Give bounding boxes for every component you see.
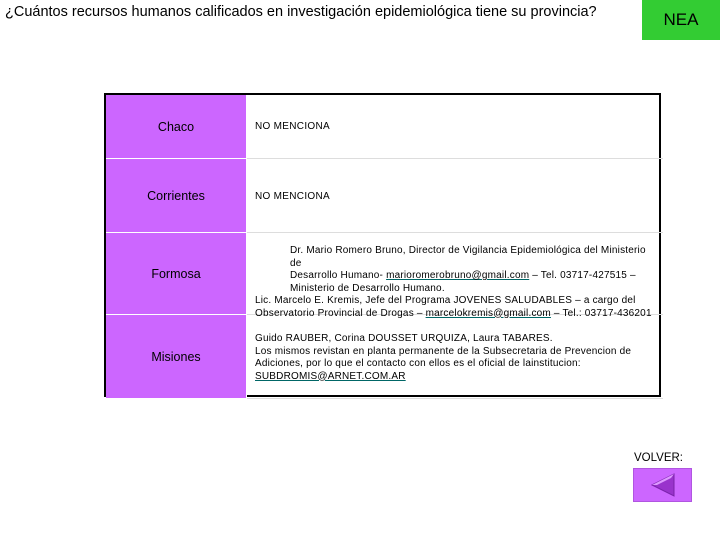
info-cell-formosa xyxy=(247,233,663,319)
email-link[interactable]: marioromerobruno@gmail.com xyxy=(386,270,530,281)
table-row xyxy=(106,315,663,399)
back-button[interactable] xyxy=(633,468,692,502)
table-row xyxy=(106,95,663,159)
province-table xyxy=(104,93,661,397)
info-cell-misiones xyxy=(247,315,663,399)
info-cell-chaco xyxy=(247,95,663,159)
email-link[interactable]: SUBDROMIS@ARNET.COM.AR xyxy=(255,370,406,382)
table-row xyxy=(106,159,663,233)
province-cell-corrientes: Corrientes xyxy=(106,159,247,233)
misiones-contact-text: Guido RAUBER, Corina DOUSSET URQUIZA, Laura TABARES. Los mismos revistan en planta permanente de la Subsecretaria de Prevencion de Adiciones, por lo que el contacto con ellos es el oficial de lainstitucion: SUBDROMIS@ARNET.COM.AR xyxy=(255,333,632,382)
page-title: ¿Cuántos recursos humanos calificados en investigación epidemiológica tiene su provincia? xyxy=(5,4,597,20)
table-row xyxy=(106,233,663,319)
province-cell-chaco: Chaco xyxy=(106,95,247,159)
email-link[interactable]: marcelokremis@gmail.com xyxy=(425,307,551,319)
province-cell-formosa: Formosa xyxy=(106,233,247,315)
formosa-contact-text: Dr. Mario Romero Bruno, Director de Vigilancia Epidemiológica del Ministerio de Desarrollo Humano- marioromerobruno@gmail.com – Tel. 03717-427515 – Ministerio de Desarrollo Humano. Lic. Marcelo E. Kremis, Jefe del Programa JOVENES SALUDABLES – a cargo del Observatorio Provincial de Drogas – marcelokremis@gmail.com – Tel.: 03717-436201 xyxy=(255,245,652,319)
info-cell-corrientes xyxy=(247,159,663,233)
province-cell-misiones: Misiones xyxy=(106,315,247,399)
no-menciona-text: NO MENCIONA xyxy=(255,191,330,202)
no-menciona-text: NO MENCIONA xyxy=(255,121,330,132)
back-arrow-icon xyxy=(634,469,691,501)
page-header xyxy=(0,0,642,30)
region-badge: NEA xyxy=(642,0,720,40)
back-label: VOLVER: xyxy=(634,452,683,464)
